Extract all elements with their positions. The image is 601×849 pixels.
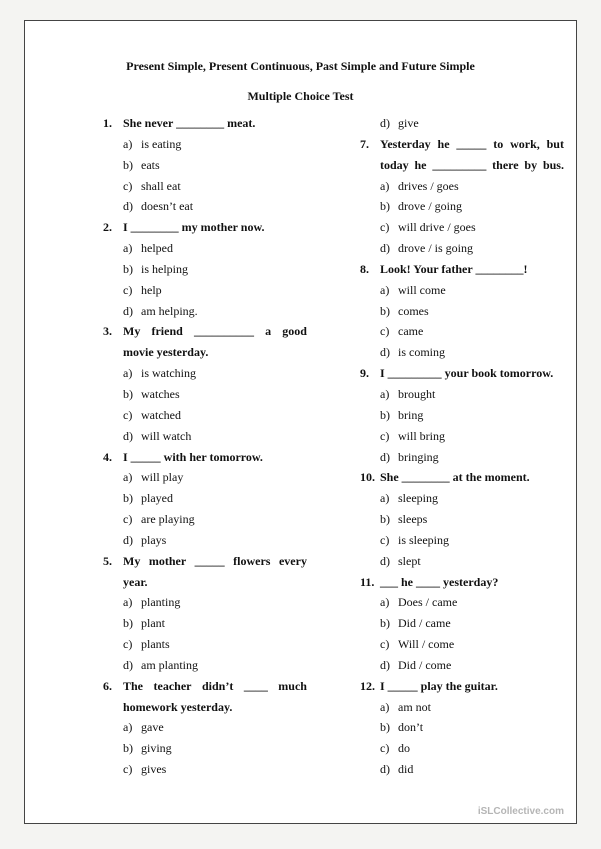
question-stem	[360, 467, 564, 488]
option-text: will drive / goes	[398, 220, 476, 235]
option-text: slept	[398, 553, 421, 568]
question-word: he	[437, 136, 450, 151]
option-letter: c)	[123, 512, 133, 527]
option-text: will watch	[141, 428, 192, 443]
option-text: Did / came	[398, 616, 451, 631]
question-word: work,	[510, 136, 540, 151]
answer-option[interactable]	[360, 238, 564, 259]
question-word: ___ he ____ yesterday?	[380, 574, 499, 589]
option-text: will bring	[398, 428, 445, 443]
question-number: 3.	[103, 324, 112, 339]
answer-option[interactable]	[360, 592, 564, 613]
option-text: do	[398, 741, 410, 756]
question-stem	[360, 259, 564, 280]
question-number: 6.	[103, 678, 112, 693]
option-letter: d)	[380, 553, 390, 568]
question-word: bus.	[542, 157, 564, 172]
worksheet-title: Present Simple, Present Continuous, Past Simple and Future Simple	[126, 59, 475, 73]
option-letter: b)	[123, 616, 133, 631]
answer-option[interactable]	[360, 697, 564, 718]
answer-option[interactable]	[103, 655, 307, 676]
answer-option[interactable]	[103, 634, 307, 655]
option-letter: c)	[380, 637, 390, 652]
answer-option[interactable]	[103, 196, 307, 217]
option-letter: c)	[380, 428, 390, 443]
answer-option[interactable]	[103, 155, 307, 176]
option-letter: c)	[123, 762, 133, 777]
answer-option[interactable]	[360, 738, 564, 759]
answer-option[interactable]	[103, 467, 307, 488]
question-text	[123, 676, 307, 697]
question-word: My	[123, 324, 141, 339]
option-text: comes	[398, 303, 429, 318]
answer-option[interactable]	[360, 301, 564, 322]
option-text: drives / goes	[398, 178, 459, 193]
question-number: 8.	[360, 261, 369, 276]
question-word: he	[414, 157, 427, 172]
worksheet-subtitle: Multiple Choice Test	[247, 89, 354, 103]
question-word: ____	[243, 678, 268, 693]
option-text: help	[141, 282, 162, 297]
question-word: _____	[456, 136, 487, 151]
option-text: giving	[141, 741, 172, 756]
option-letter: d)	[123, 532, 133, 547]
question-stem	[360, 134, 564, 155]
question-text	[380, 572, 498, 593]
option-letter: a)	[123, 595, 133, 610]
option-text: brought	[398, 386, 436, 401]
answer-option[interactable]	[360, 551, 564, 572]
answer-option[interactable]	[360, 176, 564, 197]
answer-option[interactable]	[360, 613, 564, 634]
option-text: am helping.	[141, 303, 198, 318]
answer-option[interactable]	[360, 717, 564, 738]
answer-option[interactable]	[360, 321, 564, 342]
option-text: played	[141, 491, 173, 506]
question-word: The	[123, 678, 144, 693]
question-number: 9.	[360, 366, 369, 381]
option-letter: d)	[380, 345, 390, 360]
option-letter: a)	[123, 136, 133, 151]
question-text	[380, 259, 527, 280]
option-letter: b)	[123, 261, 133, 276]
question-word: much	[278, 678, 307, 693]
question-number: 12.	[360, 678, 375, 693]
option-letter: d)	[123, 428, 133, 443]
question-word: but	[546, 136, 564, 151]
option-letter: a)	[123, 366, 133, 381]
option-text: drove / going	[398, 199, 462, 214]
option-letter: b)	[380, 512, 390, 527]
answer-option[interactable]	[103, 488, 307, 509]
option-letter: a)	[123, 470, 133, 485]
answer-option[interactable]	[103, 238, 307, 259]
option-text: is sleeping	[398, 532, 449, 547]
answer-option[interactable]	[103, 363, 307, 384]
question-word: friend	[151, 324, 183, 339]
option-text: bring	[398, 407, 424, 422]
question-word: there	[492, 157, 519, 172]
question-text	[123, 321, 307, 342]
question-word: I _____ with her tomorrow.	[123, 449, 263, 464]
option-text: shall eat	[141, 178, 181, 193]
right-column	[360, 113, 564, 780]
option-text: is coming	[398, 345, 445, 360]
option-text: will come	[398, 282, 446, 297]
option-text: is eating	[141, 136, 182, 151]
option-letter: b)	[380, 720, 390, 735]
answer-option[interactable]	[360, 426, 564, 447]
question-word: teacher	[153, 678, 192, 693]
answer-option[interactable]	[103, 613, 307, 634]
question-text	[380, 363, 553, 384]
option-letter: c)	[123, 407, 133, 422]
option-letter: d)	[380, 116, 390, 130]
question-number: 7.	[360, 136, 369, 151]
answer-option[interactable]	[360, 655, 564, 676]
question-continuation: homework yesterday.	[123, 699, 233, 714]
question-number: 1.	[103, 116, 112, 130]
question-number: 5.	[103, 553, 112, 568]
option-letter: b)	[380, 616, 390, 631]
question-stem	[360, 676, 564, 697]
worksheet-page	[24, 20, 577, 824]
question-stem	[103, 113, 307, 134]
question-number: 2.	[103, 220, 112, 235]
option-letter: d)	[380, 449, 390, 464]
option-text: plant	[141, 616, 165, 631]
answer-option[interactable]	[103, 259, 307, 280]
option-letter: d)	[380, 657, 390, 672]
option-text: did	[398, 762, 414, 777]
option-letter: a)	[123, 241, 133, 256]
option-text: don’t	[398, 720, 424, 735]
question-word: I _________ your book tomorrow.	[380, 366, 554, 381]
option-text: watched	[141, 407, 181, 422]
option-text: is helping	[141, 261, 188, 276]
option-text: bringing	[398, 449, 439, 464]
option-text: helped	[141, 241, 173, 256]
option-letter: a)	[380, 595, 390, 610]
option-text: Did / come	[398, 657, 452, 672]
question-text	[380, 134, 564, 155]
question-word: mother	[148, 553, 187, 568]
question-text	[123, 217, 264, 238]
option-text: am planting	[141, 657, 198, 672]
option-letter: a)	[380, 699, 390, 714]
option-letter: a)	[380, 282, 390, 297]
option-text: watches	[141, 386, 180, 401]
question-word: She ________ at the moment.	[380, 470, 530, 485]
question-stem	[103, 676, 307, 697]
answer-option[interactable]	[103, 405, 307, 426]
answer-option[interactable]	[360, 405, 564, 426]
question-text	[123, 551, 307, 572]
question-stem	[103, 551, 307, 572]
question-stem	[103, 321, 307, 342]
option-letter: d)	[123, 303, 133, 318]
question-number: 11.	[360, 574, 375, 589]
question-continuation: year.	[123, 574, 148, 589]
answer-option[interactable]	[360, 196, 564, 217]
option-letter: a)	[123, 720, 133, 735]
option-letter: a)	[380, 491, 390, 506]
question-stem	[103, 447, 307, 468]
option-text: plays	[141, 532, 167, 547]
option-letter: b)	[380, 407, 390, 422]
question-word: to	[493, 136, 504, 151]
option-text: planting	[141, 595, 181, 610]
option-letter: a)	[380, 386, 390, 401]
question-continuation: movie yesterday.	[123, 345, 209, 360]
answer-option[interactable]	[360, 384, 564, 405]
option-letter: d)	[380, 762, 390, 777]
option-letter: b)	[380, 303, 390, 318]
answer-option[interactable]	[103, 759, 307, 780]
question-number: 4.	[103, 449, 112, 464]
question-word: by	[524, 157, 538, 172]
option-letter: c)	[123, 637, 133, 652]
answer-option[interactable]	[360, 530, 564, 551]
question-continuation	[360, 155, 564, 176]
option-text: doesn’t eat	[141, 199, 194, 214]
question-word: every	[278, 553, 307, 568]
option-text: drove / is going	[398, 241, 473, 256]
answer-option[interactable]	[360, 447, 564, 468]
answer-option[interactable]	[360, 280, 564, 301]
question-word: flowers	[233, 553, 271, 568]
option-text: sleeps	[398, 512, 428, 527]
answer-option[interactable]	[103, 176, 307, 197]
question-stem	[360, 572, 564, 593]
answer-option[interactable]	[360, 488, 564, 509]
option-letter: d)	[123, 199, 133, 214]
option-letter: b)	[123, 491, 133, 506]
option-text: am not	[398, 699, 431, 714]
option-letter: d)	[380, 241, 390, 256]
question-text	[380, 676, 498, 697]
site-watermark: iSLCollective.com	[477, 806, 564, 817]
answer-option[interactable]	[103, 426, 307, 447]
option-letter: c)	[123, 178, 133, 193]
question-word: __________	[193, 324, 254, 339]
answer-option[interactable]	[103, 134, 307, 155]
option-letter: c)	[380, 324, 390, 339]
option-letter: c)	[380, 741, 390, 756]
question-word: I ________ my mother now.	[123, 220, 265, 235]
option-text: Does / came	[398, 595, 458, 610]
option-text: came	[398, 324, 424, 339]
question-text	[380, 155, 564, 176]
left-column	[103, 113, 307, 780]
question-word: Yesterday	[380, 136, 431, 151]
option-text: Will / come	[398, 637, 455, 652]
option-letter: b)	[123, 386, 133, 401]
question-word: _____	[194, 553, 225, 568]
answer-option[interactable]	[360, 217, 564, 238]
option-text: give	[398, 116, 419, 130]
option-letter: a)	[380, 178, 390, 193]
option-letter: c)	[380, 532, 390, 547]
question-stem	[360, 363, 564, 384]
question-word: My	[123, 553, 141, 568]
question-text	[123, 113, 255, 134]
question-word: Look! Your father ________!	[380, 261, 528, 276]
option-text: plants	[141, 637, 170, 652]
question-word: _________	[432, 157, 487, 172]
question-word: a	[265, 324, 272, 339]
option-text: will play	[141, 470, 184, 485]
answer-option[interactable]	[360, 113, 564, 134]
option-text: is watching	[141, 366, 196, 381]
question-word: I _____ play the guitar.	[380, 678, 498, 693]
option-letter: c)	[380, 220, 390, 235]
option-text: sleeping	[398, 491, 438, 506]
answer-option[interactable]	[360, 759, 564, 780]
answer-option[interactable]	[103, 717, 307, 738]
option-text: gives	[141, 762, 167, 777]
option-letter: d)	[123, 657, 133, 672]
option-letter: b)	[380, 199, 390, 214]
question-word: good	[282, 324, 307, 339]
question-number: 10.	[360, 470, 375, 485]
option-text: are playing	[141, 512, 195, 527]
question-word: didn’t	[201, 678, 234, 693]
question-word: today	[380, 157, 409, 172]
option-letter: b)	[123, 741, 133, 756]
answer-option[interactable]	[103, 738, 307, 759]
answer-option[interactable]	[103, 280, 307, 301]
answer-option[interactable]	[103, 592, 307, 613]
option-letter: b)	[123, 157, 133, 172]
question-text	[123, 447, 263, 468]
answer-option[interactable]	[103, 509, 307, 530]
option-text: eats	[141, 157, 160, 172]
answer-option[interactable]	[103, 384, 307, 405]
option-text: gave	[141, 720, 164, 735]
answer-option[interactable]	[360, 634, 564, 655]
question-text	[380, 467, 530, 488]
question-stem	[103, 217, 307, 238]
answer-option[interactable]	[360, 509, 564, 530]
answer-option[interactable]	[103, 301, 307, 322]
answer-option[interactable]	[360, 342, 564, 363]
question-word: She never ________ meat.	[123, 116, 256, 130]
answer-option[interactable]	[103, 530, 307, 551]
option-letter: c)	[123, 282, 133, 297]
